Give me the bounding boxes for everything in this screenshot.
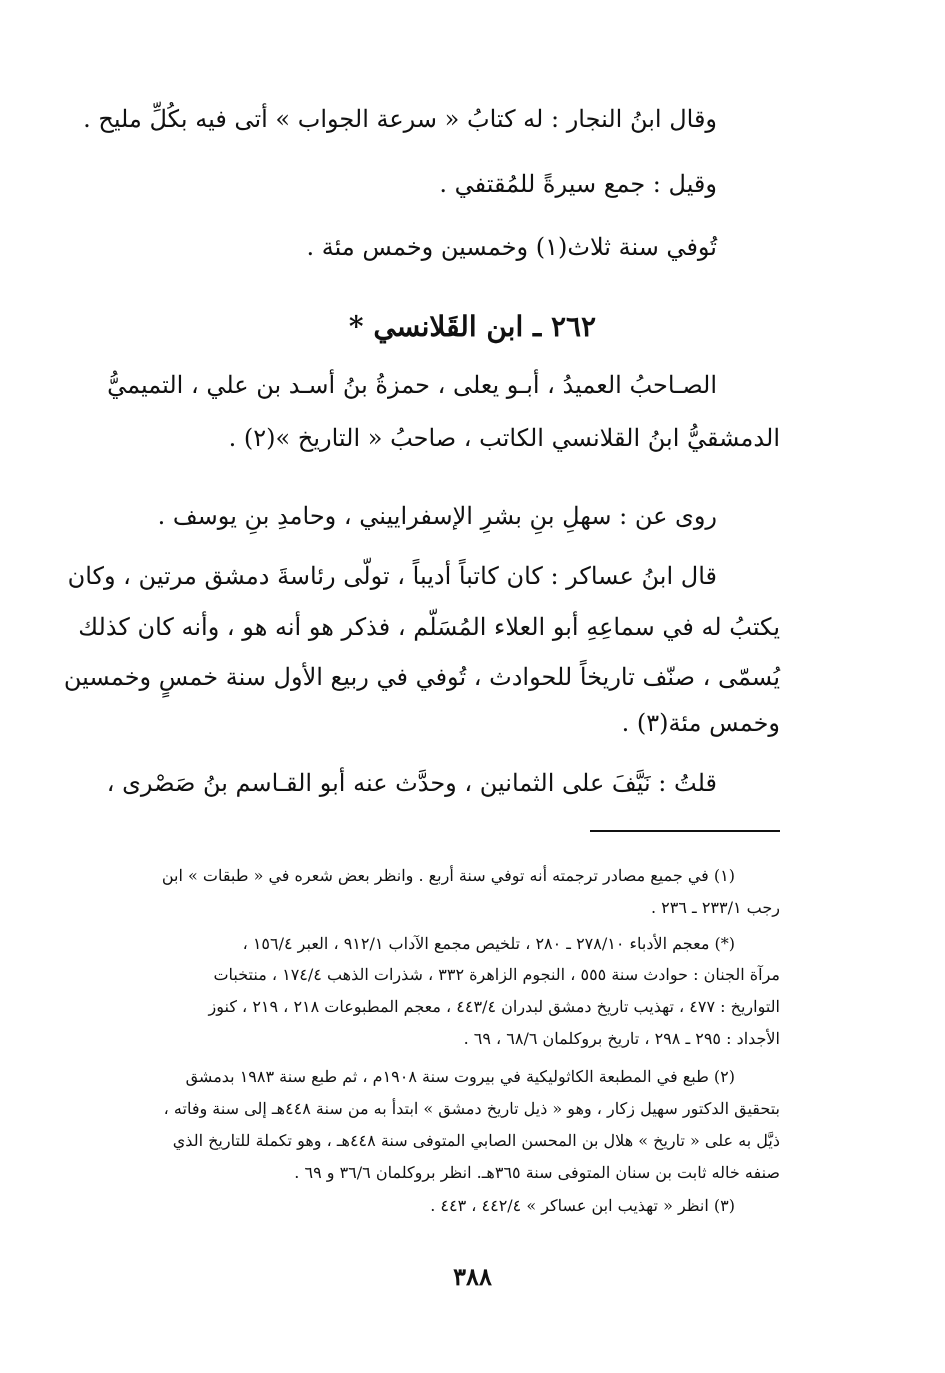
footnote-line: (٢) طبع في المطبعة الكاثوليكية في بيروت سنة ١٩٠٨م ، ثم طبع سنة ١٩٨٣ بدمشق (185, 1067, 735, 1086)
body-line: وخمس مئة(٣) . (621, 709, 780, 737)
footnote-line: مرآة الجنان : حوادث سنة ٥٥٥ ، النجوم الزاهرة ٣٣٢ ، شذرات الذهب ١٧٤/٤ ، منتخبات (213, 965, 780, 984)
footnote-line: رجب ٢٣٣/١ ـ ٢٣٦ . (651, 898, 780, 917)
body-line: الدمشقيُّ ابنُ القلانسي الكاتب ، صاحبُ « التاريخ »(٢) . (228, 424, 780, 452)
body-line: قلتُ : نَيَّفَ على الثمانين ، وحدَّث عنه أبو القـاسم بنُ صَصْرى ، (106, 769, 717, 797)
body-line: الصـاحبُ العميدُ ، أبـو يعلى ، حمزةُ بنُ أسـد بن علي ، التميميُّ (107, 371, 717, 399)
footnote-line: صنفه خاله ثابت بن سنان المتوفى سنة ٣٦٥هـ. انظر بروكلمان ٣٦/٦ و ٦٩ . (294, 1163, 780, 1182)
body-line: وقال ابنُ النجار : له كتابُ « سرعة الجواب » أتى فيه بكُلِّ مليح . (83, 105, 717, 133)
footnote-line: الأجداد : ٢٩٥ ـ ٢٩٨ ، تاريخ بروكلمان ٦٨/٦ ، ٦٩ . (463, 1029, 780, 1048)
entry-heading: ٢٦٢ ـ ابن القَلانسي * (348, 310, 597, 343)
footnote-line: (٣) انظر « تهذيب ابن عساكر » ٤٤٢/٤ ، ٤٤٣ . (430, 1196, 735, 1215)
body-line: يكتبُ له في سماعِهِ أبو العلاء المُسَلّم ، فذكر هو أنه هو ، وأنه كان كذلك (78, 613, 780, 641)
footnote-line: بتحقيق الدكتور سهيل زكار ، وهو « ذيل تاريخ دمشق » ابتدأ به من سنة ٤٤٨هـ إلى سنة وفاته ، (163, 1099, 780, 1118)
body-line: يُسمّى ، صنّف تاريخاً للحوادث ، تُوفي في ربيع الأول سنة خمسٍ وخمسين (63, 663, 780, 691)
footnote-line: (١) في جميع مصادر ترجمته أنه توفي سنة أربع . وانظر بعض شعره في « طبقات » ابن (161, 866, 735, 885)
page-number: ٣٨٨ (453, 1262, 492, 1291)
footnote-line: (*) معجم الأدباء ٢٧٨/١٠ ـ ٢٨٠ ، تلخيص مجمع الآداب ٩١٢/١ ، العبر ١٥٦/٤ ، (242, 934, 735, 953)
body-line: قال ابنُ عساكر : كان كاتباً أديباً ، تولّى رئاسةَ دمشق مرتين ، وكان (67, 562, 717, 590)
footnote-line: التواريخ : ٤٧٧ ، تهذيب تاريخ دمشق لبدران ٤٤٣/٤ ، معجم المطبوعات ٢١٨ ، ٢١٩ ، كنوز (208, 997, 780, 1016)
footnote-separator (590, 830, 780, 832)
body-line: وقيل : جمع سيرةً للمُقتفي . (439, 170, 717, 198)
body-line: روى عن : سهلِ بنِ بشرِ الإسفراييني ، وحامدِ بنِ يوسف . (157, 502, 717, 530)
footnote-line: ذيَّل به على « تاريخ » هلال بن المحسن الصابي المتوفى سنة ٤٤٨هـ ، وهو تكملة للتاريخ الذي (172, 1131, 780, 1150)
body-line: تُوفي سنة ثلاث(١) وخمسين وخمس مئة . (306, 233, 717, 261)
